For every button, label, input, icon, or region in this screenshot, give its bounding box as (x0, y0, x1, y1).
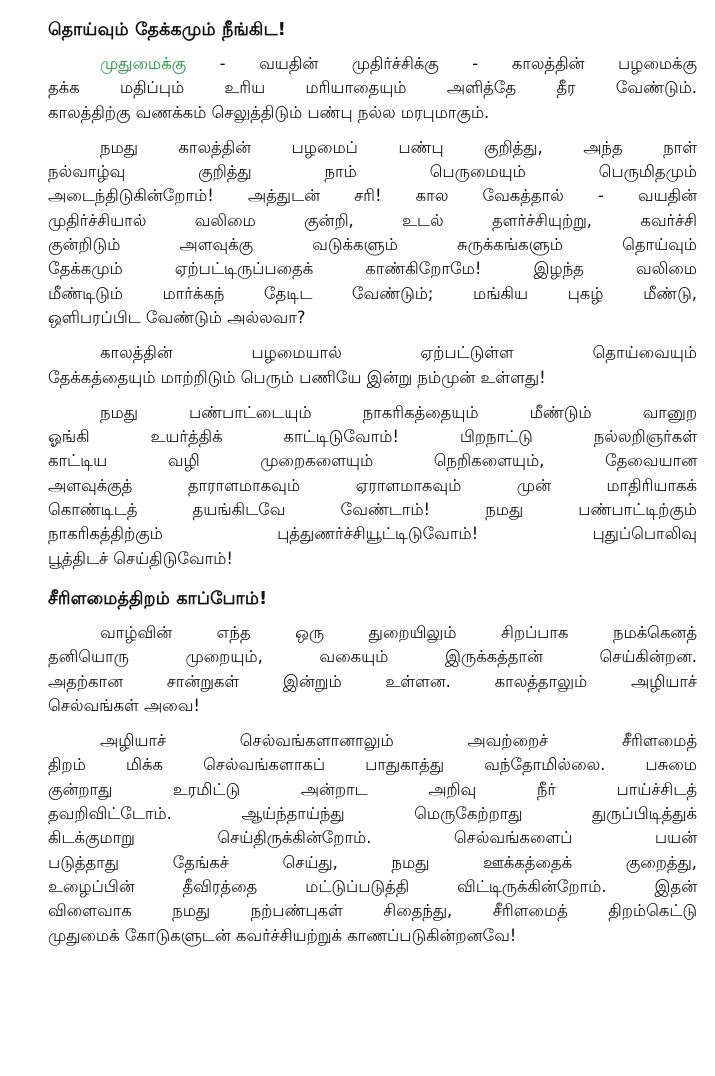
section1-heading: தொய்வும் தேக்கமும் நீங்கிட! (48, 20, 286, 40)
paragraph-line: நல்வாழ்வு குறித்து நாம் பெருமையும் பெருமிதமும் (48, 162, 697, 182)
section1-paragraph-3 (48, 341, 697, 390)
paragraph-line: படுத்தாது தேங்கச் செய்து, நமது ஊக்கத்தைக் குறைத்து, (48, 852, 697, 872)
paragraph-line: கிடக்குமாறு செய்திருக்கின்றோம். செல்வங்களைப் பயன் (48, 828, 697, 848)
section1-paragraph-4 (48, 401, 697, 571)
paragraph-line: காலத்தின் பழமையால் ஏற்பட்டுள்ள தொய்வையும் (100, 343, 697, 363)
highlighted-word: முதுமைக்கு (100, 54, 187, 73)
paragraph-line: நமது பண்பாட்டையும் நாகரிகத்தையும் மீண்டும் வானுற (100, 402, 697, 422)
paragraph-line: தக்க மதிப்பும் உரிய மரியாதையும் அளித்தே தீர வேண்டும். (48, 78, 697, 98)
paragraph-line: உழைப்பின் தீவிரத்தை மட்டுப்படுத்தி விட்டிருக்கின்றோம். இதன் (48, 876, 697, 896)
paragraph-line: காலத்திற்கு வணக்கம் செலுத்திடும் பண்பு நல்ல மரபுமாகும். (48, 102, 490, 122)
paragraph-line: வாழ்வின் எந்த ஒரு துறையிலும் சிறப்பாக நமக்கெனத் (100, 622, 697, 642)
paragraph-line: அதற்கான சான்றுகள் இன்றும் உள்ளன. காலத்தாலும் அழியாச் (48, 671, 697, 691)
paragraph-line: செல்வங்கள் அவை! (48, 695, 200, 715)
section1-paragraph-1 (48, 52, 697, 125)
section2-paragraph-2 (48, 729, 697, 948)
paragraph-line: அடைந்திடுகின்றோம்! அத்துடன் சரி! கால வேகத்தால் - வயதின் (48, 186, 697, 206)
paragraph-line: முதுமைக் கோடுகளுடன் கவர்ச்சியற்றுக் காணப்படுகின்றனவே! (48, 925, 517, 945)
section1-paragraph-2 (48, 136, 697, 330)
paragraph-line: நமது காலத்தின் பழமைப் பண்பு குறித்து, அந்த நாள் (100, 137, 697, 157)
paragraph-line: கொண்டிடத் தயங்கிடவே வேண்டாம்! நமது பண்பாட்டிற்கும் (48, 500, 697, 520)
paragraph-line: குன்றிடும் அளவுக்கு வடுக்களும் சுருக்கங்களும் தொய்வும் (48, 235, 697, 255)
paragraph-line: மீண்டிடும் மார்க்கந் தேடிட வேண்டும்; மங்கிய புகழ் மீண்டு, (48, 283, 697, 303)
section2-heading: சீரிளமைத்திறம் காப்போம்! (48, 588, 268, 609)
paragraph-line: தேக்கமும் ஏற்பட்டிருப்பதைக் காண்கிறோமே! இழந்த வலிமை (48, 259, 697, 279)
paragraph-line: நாகரிகத்திற்கும் புத்துணர்ச்சியூட்டிடுவோம்! புதுப்பொலிவு (48, 524, 697, 544)
paragraph-line: ஓங்கி உயர்த்திக் காட்டிடுவோம்! பிறநாட்டு நல்லறிஞர்கள் (48, 427, 697, 447)
paragraph-line: காட்டிய வழி முறைகளையும் நெறிகளையும், தேவையான (48, 451, 697, 471)
paragraph-line: திறம் மிக்க செல்வங்களாகப் பாதுகாத்து வந்தோமில்லை. பசுமை (48, 755, 697, 775)
paragraph-line (48, 52, 697, 76)
paragraph-line: பூத்திடச் செய்திடுவோம்! (48, 548, 233, 568)
paragraph-line: முதிர்ச்சியால் வலிமை குன்றி, உடல் தளர்ச்சியுற்று, கவர்ச்சி (48, 210, 697, 230)
paragraph-line: அளவுக்குத் தாராளமாகவும் ஏராளமாகவும் முன் மாதிரியாகக் (48, 475, 697, 495)
paragraph-line: ஒளிபரப்பிட வேண்டும் அல்லவா? (48, 307, 306, 327)
paragraph-line: தவறிவிட்டோம். ஆய்ந்தாய்ந்து மெருகேற்றாது துருப்பிடித்துக் (48, 804, 697, 824)
line-text: - வயதின் முதிர்ச்சிக்கு - காலத்தின் பழமைக்கு (186, 54, 697, 73)
paragraph-line: தனியொரு முறையும், வகையும் இருக்கத்தான் செய்கின்றன. (48, 647, 697, 667)
paragraph-line: விளைவாக நமது நற்பண்புகள் சிதைந்து, சீரிளமைத் திறம்கெட்டு (48, 901, 697, 921)
paragraph-line: குன்றாது உரமிட்டு அன்றாட அறிவு நீர் பாய்ச்சிடத் (48, 779, 697, 799)
paragraph-line: தேக்கத்தையும் மாற்றிடும் பெரும் பணியே இன்று நம்முன் உள்ளது! (48, 367, 546, 387)
paragraph-line: அழியாச் செல்வங்களானாலும் அவற்றைச் சீரிளமைத் (100, 731, 697, 751)
section2-paragraph-1 (48, 621, 697, 718)
